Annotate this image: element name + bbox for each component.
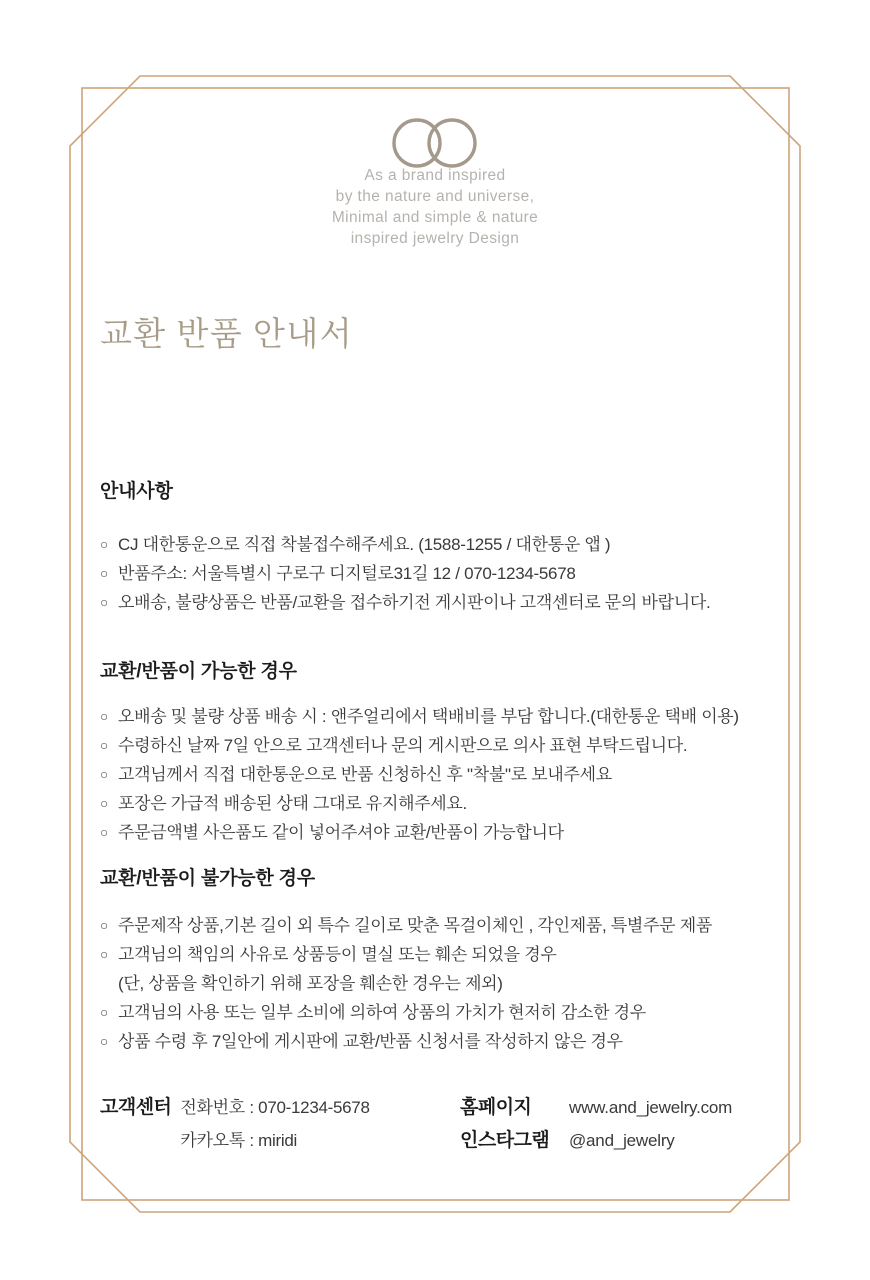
bullet-circle-icon: ○ bbox=[100, 825, 108, 840]
bullet-circle-icon: ○ bbox=[100, 1005, 108, 1020]
customer-center-block bbox=[100, 1091, 370, 1157]
list-item bbox=[100, 818, 780, 847]
list-item-note: (단, 상품을 확인하기 위해 포장을 훼손한 경우는 제외) bbox=[118, 974, 503, 993]
list-item-text: 수령하신 날짜 7일 안으로 고객센터나 문의 게시판으로 의사 표현 부탁드립니다. bbox=[118, 736, 688, 755]
list-item-text: 고객님께서 직접 대한통운으로 반품 신청하신 후 "착불"로 보내주세요 bbox=[118, 765, 612, 784]
list-item bbox=[100, 559, 780, 588]
bullet-list bbox=[100, 911, 780, 1056]
list-item bbox=[100, 760, 780, 789]
bullet-circle-icon: ○ bbox=[100, 918, 108, 933]
bullet-circle-icon: ○ bbox=[100, 595, 108, 610]
bullet-circle-icon: ○ bbox=[100, 738, 108, 753]
list-item-text: 상품 수령 후 7일안에 게시판에 교환/반품 신청서를 작성하지 않은 경우 bbox=[118, 1032, 623, 1051]
kakaotalk-row: 카카오톡 : miridi bbox=[180, 1131, 297, 1150]
list-item bbox=[100, 731, 780, 760]
list-item bbox=[100, 998, 780, 1027]
homepage-label: 홈페이지 bbox=[460, 1097, 532, 1118]
links-block bbox=[460, 1091, 732, 1157]
list-item-text: 반품주소: 서울특별시 구로구 디지털로31길 12 / 070-1234-5678 bbox=[118, 564, 576, 583]
customer-center-label: 고객센터 bbox=[100, 1097, 172, 1118]
section-notice bbox=[100, 476, 780, 617]
section-exchange-possible bbox=[100, 656, 780, 847]
list-item bbox=[100, 940, 780, 998]
list-item-text: 포장은 가급적 배송된 상태 그대로 유지해주세요. bbox=[118, 794, 467, 813]
list-item-text: 오배송 및 불량 상품 배송 시 : 앤주얼리에서 택배비를 부담 합니다.(대한통운 택배 이용) bbox=[118, 707, 739, 726]
brand-tagline bbox=[0, 165, 870, 249]
section-exchange-impossible bbox=[100, 863, 780, 1056]
list-item-text: 주문금액별 사은품도 같이 넣어주셔야 교환/반품이 가능합니다 bbox=[118, 823, 564, 842]
bullet-circle-icon: ○ bbox=[100, 537, 108, 552]
list-item bbox=[100, 530, 780, 559]
homepage-url: www.and_jewelry.com bbox=[569, 1098, 733, 1117]
bullet-circle-icon: ○ bbox=[100, 709, 108, 724]
tagline-line: inspired jewelry Design bbox=[350, 230, 520, 247]
bullet-circle-icon: ○ bbox=[100, 767, 108, 782]
bullet-list bbox=[100, 530, 780, 617]
section-heading: 교환/반품이 불가능한 경우 bbox=[100, 868, 315, 889]
list-item-text: 주문제작 상품,기본 길이 외 특수 길이로 맞춘 목걸이체인 , 각인제품, 특별주문 제품 bbox=[118, 916, 712, 935]
list-item bbox=[100, 789, 780, 818]
list-item bbox=[100, 588, 780, 617]
section-heading: 안내사항 bbox=[100, 481, 173, 502]
list-item bbox=[100, 702, 780, 731]
list-item-text bbox=[118, 940, 556, 998]
section-heading: 교환/반품이 가능한 경우 bbox=[100, 661, 297, 682]
instagram-handle: @and_jewelry bbox=[569, 1131, 675, 1150]
bullet-list bbox=[100, 702, 780, 847]
bullet-circle-icon: ○ bbox=[100, 1034, 108, 1049]
list-item-main: 고객님의 책임의 사유로 상품등이 멸실 또는 훼손 되었을 경우 bbox=[118, 945, 557, 964]
list-item bbox=[100, 1027, 780, 1056]
page-title: 교환 반품 안내서 bbox=[100, 317, 354, 353]
brand-rings-icon bbox=[392, 117, 478, 169]
customer-center-rows bbox=[180, 1091, 369, 1157]
list-item bbox=[100, 911, 780, 940]
homepage-row bbox=[460, 1091, 732, 1124]
list-item-text: 오배송, 불량상품은 반품/교환을 접수하기전 게시판이나 고객센터로 문의 바랍니다. bbox=[118, 593, 711, 612]
tagline-line: As a brand inspired bbox=[364, 167, 506, 184]
bullet-circle-icon: ○ bbox=[100, 566, 108, 581]
tagline-line: by the nature and universe, bbox=[335, 188, 535, 205]
list-item-text: CJ 대한통운으로 직접 착불접수해주세요. (1588-1255 / 대한통운 앱 ) bbox=[118, 535, 611, 554]
bullet-circle-icon: ○ bbox=[100, 796, 108, 811]
bullet-circle-icon: ○ bbox=[100, 947, 108, 962]
instagram-label: 인스타그램 bbox=[460, 1130, 550, 1151]
phone-row: 전화번호 : 070-1234-5678 bbox=[180, 1098, 370, 1117]
list-item-text: 고객님의 사용 또는 일부 소비에 의하여 상품의 가치가 현저히 감소한 경우 bbox=[118, 1003, 646, 1022]
instagram-row bbox=[460, 1124, 732, 1157]
tagline-line: Minimal and simple & nature bbox=[331, 209, 539, 226]
